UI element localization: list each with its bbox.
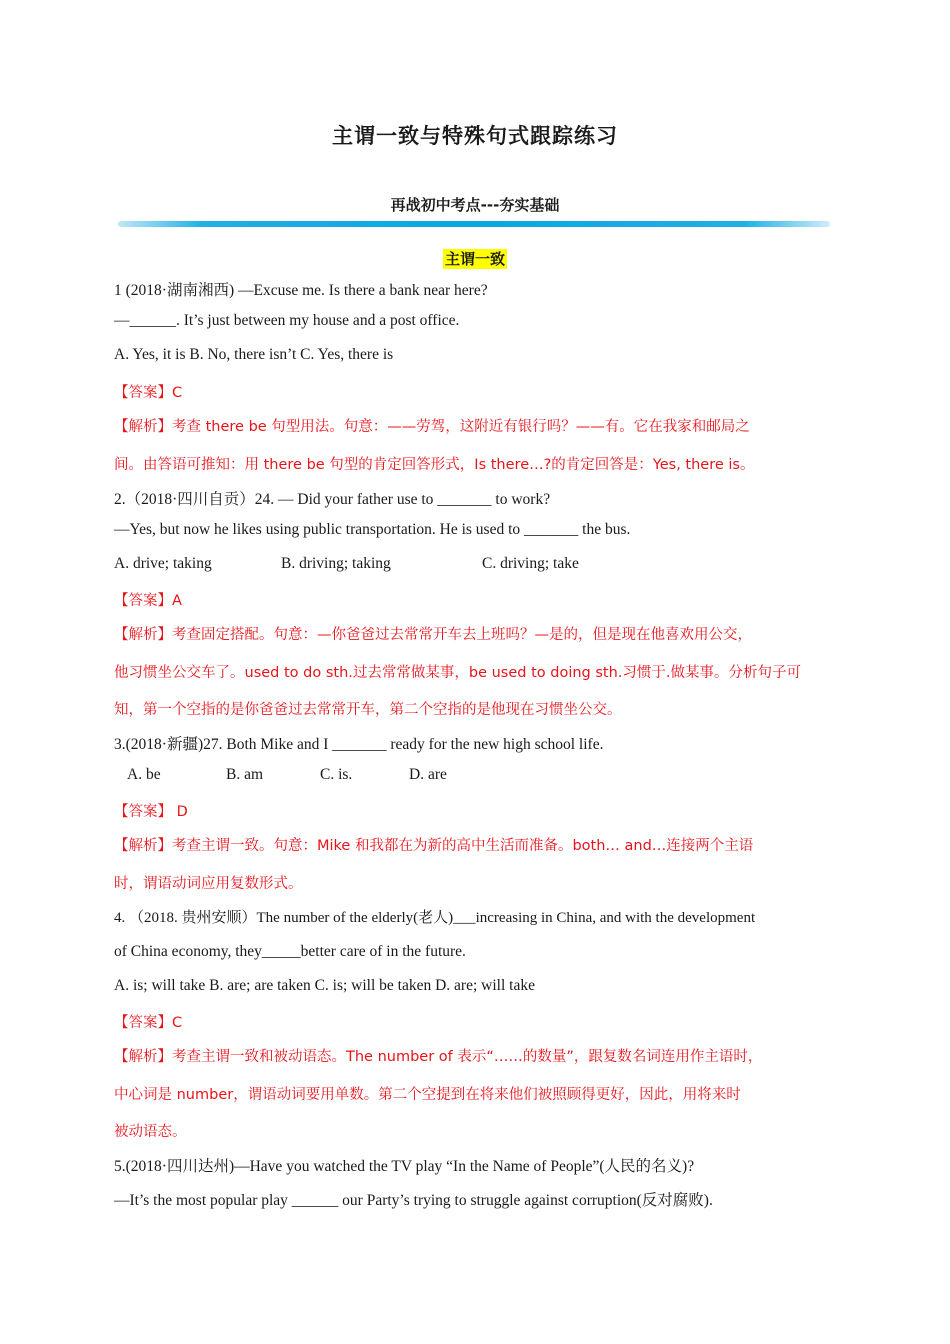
section-heading-text: 主谓一致 [444,250,505,268]
q3-stem: 3.(2018·新疆)27. Both Mike and I _______ ready for the new high school life. [114,736,604,753]
q4-stem: 4. （2018. 贵州安顺）The number of the elderly(老人)___increasing in China, and with the development [114,910,756,926]
q4-analysis-line3: 被动语态。 [114,1124,187,1140]
q5-line2: —It’s the most popular play ______ our Party’s trying to struggle against corruption(反对腐败). [114,1192,713,1209]
document-subtitle: 再战初中考点---夯实基础 [390,196,560,214]
q3-analysis-line2: 时，谓语动词应用复数形式。 [114,876,303,892]
q2-option-a: A. drive; taking [114,555,212,572]
q4-line2: of China economy, they_____better care of in the future. [114,943,466,960]
q4-answer: 【答案】C [114,1015,183,1031]
q5-stem: 5.(2018·四川达州)—Have you watched the TV play “In the Name of People”(人民的名义)? [114,1158,695,1175]
q1-stem: 1 (2018·湖南湘西) —Excuse me. Is there a bank near here? [114,282,488,299]
q2-analysis-line1: 【解析】考查固定搭配。句意：—你爸爸过去常常开车去上班吗？—是的，但是现在他喜欢用公交， [114,627,752,643]
q2-stem: 2.（2018·四川自贡）24. — Did your father use to _______ to work? [114,491,551,508]
q1-analysis-line2: 间。由答语可推知：用 there be 句型的肯定回答形式，Is there…?的肯定回答是：Yes, there is。 [114,457,755,473]
q1-analysis-line1: 【解析】考查 there be 句型用法。句意：——劳驾，这附近有银行吗？——有。它在我家和邮局之 [114,419,750,435]
q3-option-c: C. is. [320,766,353,783]
q2-answer: 【答案】A [114,593,182,609]
document-title: 主谓一致与特殊句式跟踪练习 [332,124,618,148]
q1-answer: 【答案】C [114,385,183,401]
q1-options: A. Yes, it is B. No, there isn’t C. Yes, there is [114,346,394,363]
q3-option-b: B. am [226,766,264,783]
q3-option-a: A. be [127,766,161,783]
q2-analysis-line2: 他习惯坐公交车了。used to do sth.过去常常做某事，be used to doing sth.习惯于.做某事。分析句子可 [114,665,801,681]
q2-option-b: B. driving; taking [281,555,391,572]
section-heading [0,248,950,269]
q4-analysis-line2: 中心词是 number，谓语动词要用单数。第二个空提到在将来他们被照顾得更好，因此，用将来时 [114,1087,741,1103]
q4-options: A. is; will take B. are; are taken C. is; will be taken D. are; will take [114,977,535,994]
q2-analysis-line3: 知，第一个空指的是你爸爸过去常常开车，第二个空指的是他现在习惯坐公交。 [114,702,622,718]
divider-rule [118,221,830,227]
q2-line2: —Yes, but now he likes using public transportation. He is used to _______ the bus. [114,521,631,538]
q3-analysis-line1: 【解析】考查主谓一致。句意：Mike 和我都在为新的高中生活而准备。both… and…连接两个主语 [114,838,754,854]
q3-option-d: D. are [409,766,447,783]
q3-answer: 【答案】 D [114,804,188,820]
q4-analysis-line1: 【解析】考查主谓一致和被动语态。The number of 表示“……的数量”，跟复数名词连用作主语时， [114,1049,763,1065]
q1-line2: —______. It’s just between my house and a post office. [114,312,460,329]
q2-option-c: C. driving; take [482,555,579,572]
